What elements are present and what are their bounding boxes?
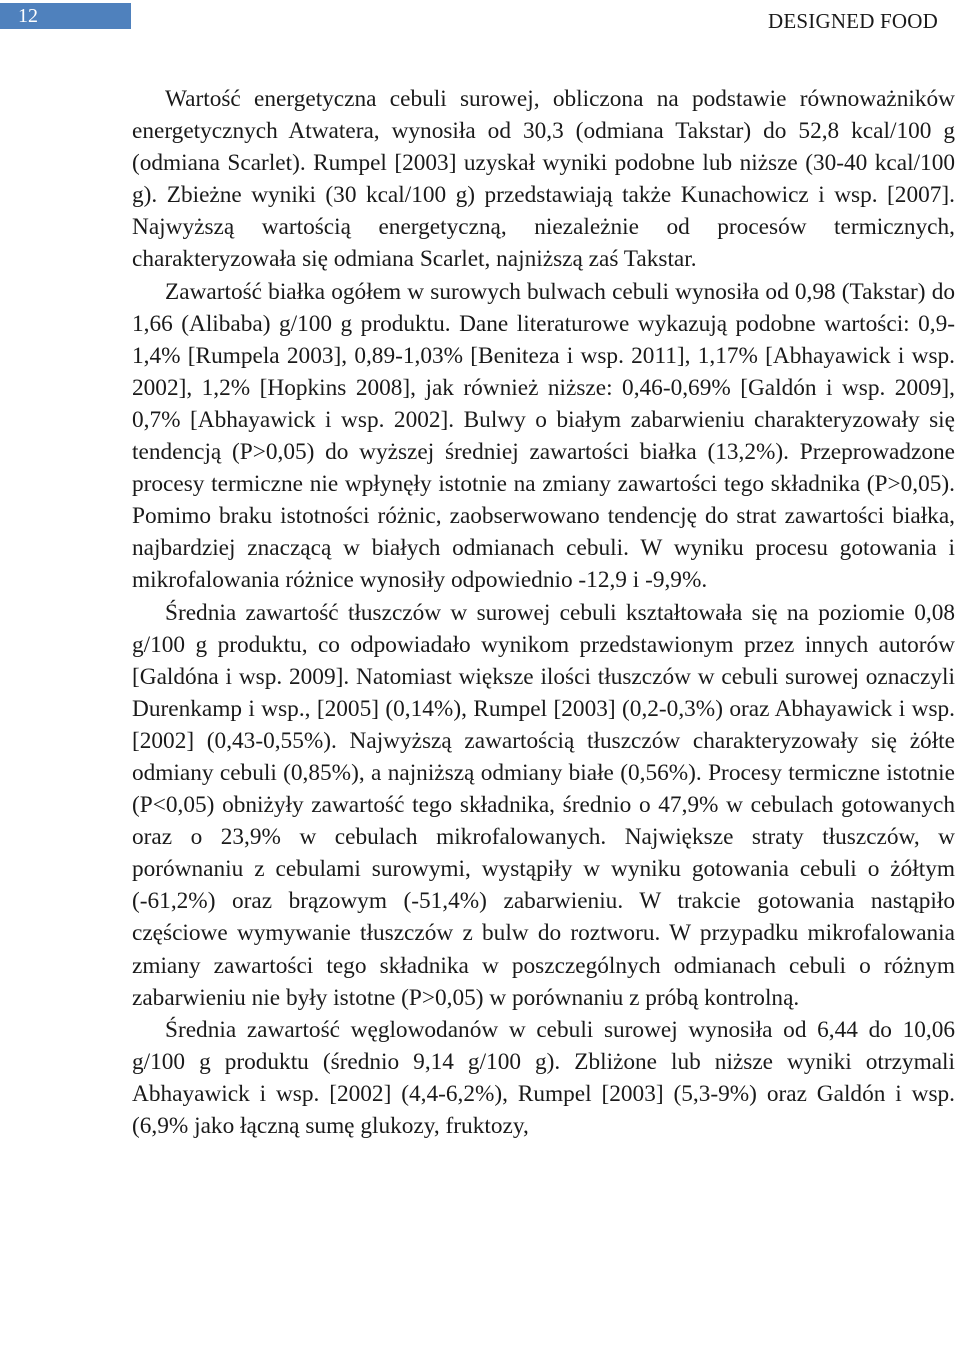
running-header: DESIGNED FOOD [767,9,938,33]
paragraph-carbohydrates: Średnia zawartość węglowodanów w cebuli surowej wynosiła od 6,44 do 10,06 g/100 g produktu (średnio 9,14 g/100 g). Zbliżone lub niższe wyniki otrzymali Abhayawick i wsp. [2002] (4,4-6,2%), Rumpel [2003] (5,3-9%) oraz Galdón i wsp. (6,9% jako łączną sumę glukozy, fruktozy, [132,1016,955,1139]
article-body [132,83,955,1142]
paragraph-fat: Średnia zawartość tłuszczów w surowej cebuli kształtowała się na poziomie 0,08 g/100 g produktu, co odpowiadało wynikom przedstawionym przez innych autorów [Galdóna i wsp. 2009]. Natomiast większe ilości tłuszczów w cebuli surowej oznaczyli Durenkamp i wsp., [2005] (0,14%), Rumpel [2003] (0,2-0,3%) oraz Abhayawick i wsp. [2002] (0,43-0,55%). Najwyższą zawartością tłuszczów charakteryzowały się żółte odmiany cebuli (0,85%), a najniższą odmiany białe (0,56%). Procesy termiczne istotnie (P<0,05) obniżyły zawartość tego składnika, średnio o 47,9% w cebulach gotowanych oraz o 23,9% w cebulach mikrofalowanych. Największe straty tłuszczów, w porównaniu z cebulami surowymi, wystąpiły w wyniku gotowania cebuli o żółtym (-61,2%) oraz brązowym (-51,4%) zabarwieniu. W trakcie gotowania nastąpiło częściowe wymywanie tłuszczów z bulw do roztworu. W przypadku mikrofalowania zmiany zawartości tego składnika w poszczególnych odmianach cebuli o różnym zabarwieniu nie były istotne (P>0,05) w porównaniu z próbą kontrolną. [132,599,955,1011]
page-number: 12 [0,3,131,29]
paragraph-energy-value: Wartość energetyczna cebuli surowej, obliczona na podstawie równoważników energetycznych Atwatera, wynosiła od 30,3 (odmiana Takstar) do 52,8 kcal/100 g (odmiana Scarlet). Rumpel [2003] uzyskał wyniki podobne lub niższe (30-40 kcal/100 g). Zbieżne wyniki (30 kcal/100 g) przedstawiają także Kunachowicz i wsp. [2007]. Najwyższą wartością energetyczną, niezależnie od procesów termicznych, charakteryzowała się odmiana Scarlet, najniższą zaś Takstar. [132,86,955,273]
paragraph-protein: Zawartość białka ogółem w surowych bulwach cebuli wynosiła od 0,98 (Takstar) do 1,66 (Alibaba) g/100 g produktu. Dane literaturowe wykazują podobne wartości: 0,9-1,4% [Rumpela 2003], 0,89-1,03% [Beniteza i wsp. 2011], 1,17% [Abhayawick i wsp. 2002], 1,2% [Hopkins 2008], jak również niższe: 0,46-0,69% [Galdón i wsp. 2009], 0,7% [Abhayawick i wsp. 2002]. Bulwy o białym zabarwieniu charakteryzowały się tendencją (P>0,05) do wyższej średniej zawartości białka (13,2%). Przeprowadzone procesy termiczne nie wpłynęły istotnie na zmiany zawartości tego składnika (P>0,05). Pomimo braku istotności różnic, zaobserwowano tendencję do strat zawartości białka, najbardziej znaczącą w białych odmianach cebuli. W wyniku procesu gotowania i mikrofalowania różnice wynosiły odpowiednio -12,9 i -9,9%. [132,278,955,594]
